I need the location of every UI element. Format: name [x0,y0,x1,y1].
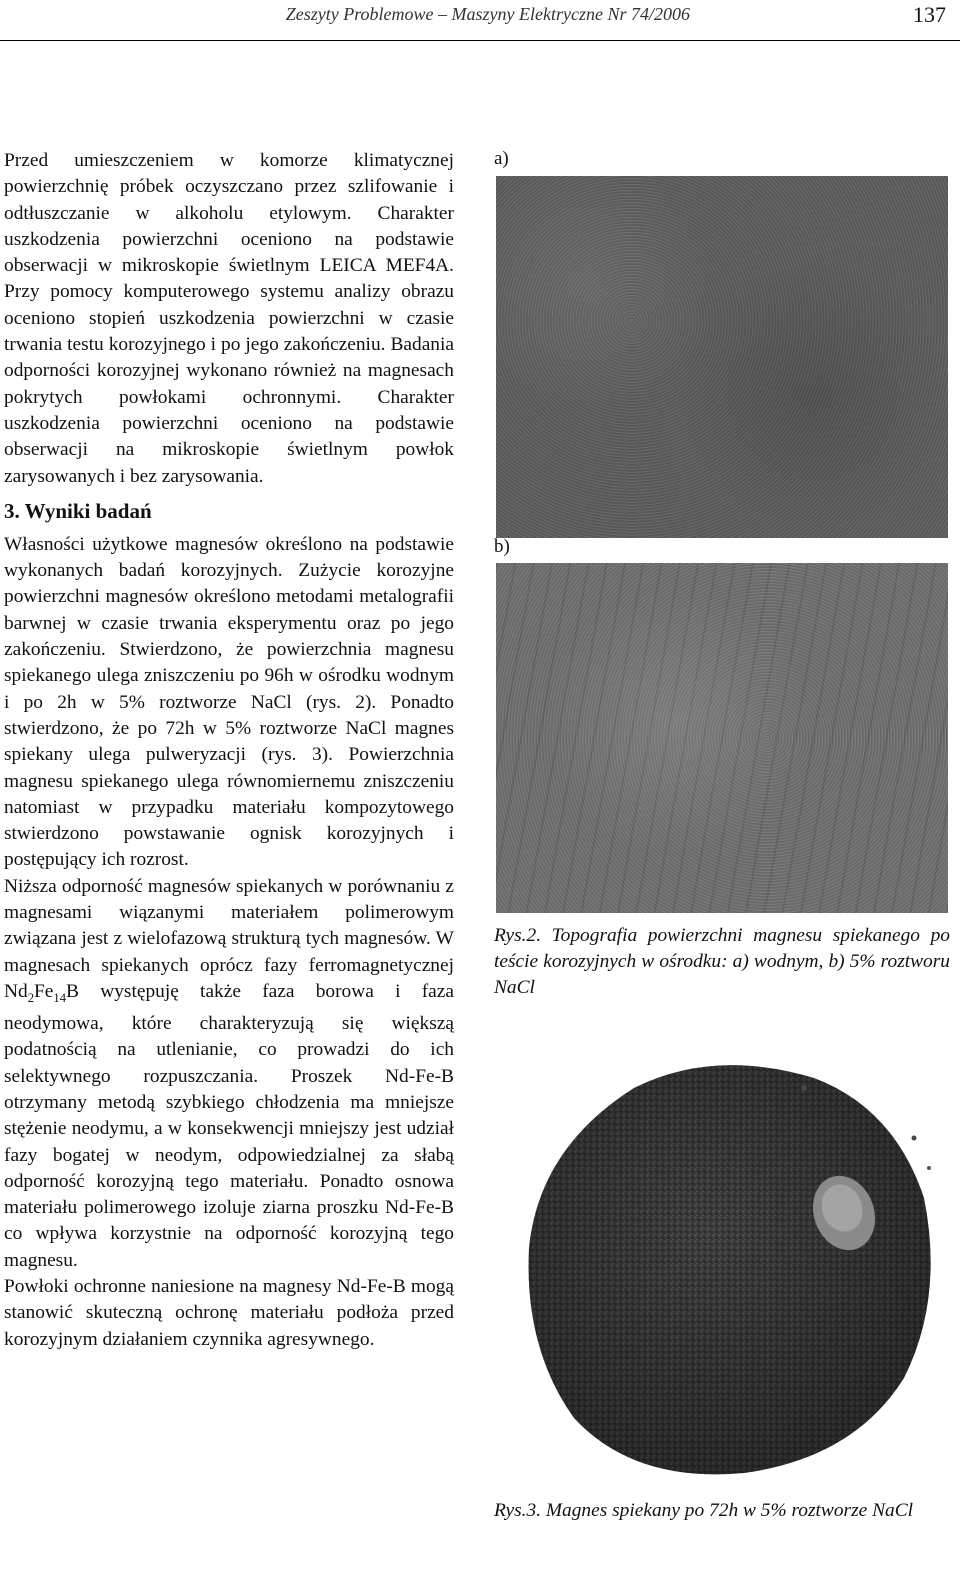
text-segment: Niższa odporność magnesów spiekanych w porównaniu z magnesami wiązanymi materiałem polimerowym związana jest z wielofazową strukturą tych magnesów. W magnesach spiekanych oprócz fazy ferromagnetycznej Nd [4,875,454,1002]
subscript: 2 [27,990,35,1005]
figure-label-a: a) [494,148,509,169]
paragraph-comparison [4,874,454,1274]
figure-3-caption: Rys.3. Magnes spiekany po 72h w 5% roztworze NaCl [494,1500,914,1521]
paragraph-methods: Przed umieszczeniem w komorze klimatycznej powierzchnię próbek oczyszczano przez szlifowanie i odtłuszczanie w alkoholu etylowym. Charakter uszkodzenia powierzchni oceniono na podstawie obserwacji w mikroskopie świetlnym LEICA MEF4A. Przy pomocy komputerowego systemu analizy obrazu oceniono stopień uszkodzenia powierzchni w czasie trwania testu korozyjnego i po jego zakończeniu. Badania odporności korozyjnej wykonano również na magnesach pokrytych powłokami ochronnymi. Charakter uszkodzenia powierzchni oceniono na podstawie obserwacji na mikroskopie świetlnym powłok zarysowanych i bez zarysowania. [4,150,454,487]
paragraph-coatings: Powłoki ochronne naniesione na magnesy Nd-Fe-B mogą stanowić skuteczną ochronę materiału podłoża przed korozyjnym działaniem czynnika agresywnego. [4,1276,454,1350]
text-segment: Fe [34,980,54,1002]
section-heading: 3. Wyniki badań [4,498,152,523]
figure-label-b: b) [494,536,510,557]
figure-2-caption: Rys.2. Topografia powierzchni magnesu spiekanego po teście korozyjnych w ośrodku: a) wodnym, b) 5% roztworu NaCl [494,925,950,998]
magnet-image [514,1048,944,1488]
left-column [4,148,454,1353]
pulverized-magnet-photo [514,1048,944,1488]
journal-title: Zeszyty Problemowe – Maszyny Elektryczne Nr 74/2006 [285,4,690,24]
subscript: 14 [53,990,67,1005]
paragraph-results: Własności użytkowe magnesów określono na podstawie wykonanych badań korozyjnych. Zużycie korozyjne powierzchni magnesów określono metodami metalografii barwnej w czasie trwania eksperymentu oraz po jego zakończeniu. Stwierdzono, że powierzchnia magnesu spiekanego ulega zniszczeniu po 96h w ośrodku wodnym i po 2h w 5% roztworze NaCl (rys. 2). Ponadto stwierdzono, że po 72h w 5% roztworze NaCl magnes spiekany ulega pulweryzacji (rys. 3). Powierzchnia magnesu spiekanego ulega równomiernemu zniszczeniu natomiast w przypadku materiału kompozytowego stwierdzono powstawanie ognisk korozyjnych i postępujący ich rozrost. [4,533,454,871]
text-segment: B występuję także faza borowa i faza neodymowa, które charakteryzują się większą podatnością na utlenianie, co prowadzi do ich selektywnego rozpuszczania. Proszek Nd-Fe-B otrzymany metodą szybkiego chłodzenia ma mniejsze stężenie neodymu, a w konsekwencji mniejszy jest udział fazy bogatej w neodym, odpowiedzialnej za słabą odporność korozyjną tego materiału. Ponadto osnowa materiału polimerowego izoluje ziarna proszku Nd-Fe-B co wpływa korzystnie na odporność korozyjną tego magnesu. [4,980,454,1271]
page-header [0,0,960,41]
surface-photo-water [496,176,948,538]
surface-photo-nacl [496,563,948,913]
page-number: 137 [913,2,946,27]
